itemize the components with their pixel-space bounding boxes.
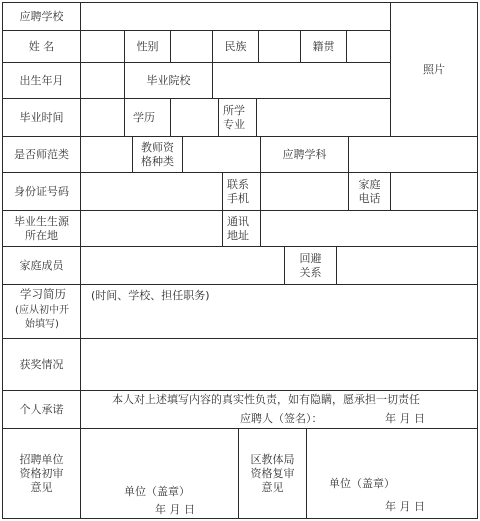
field-home-phone[interactable]	[390, 172, 478, 210]
label-major: 所学 专业	[218, 98, 256, 136]
field-id-no[interactable]	[80, 172, 222, 210]
label-resume-title: 学习简历	[20, 287, 66, 301]
unit-seal: 单位（盖章）	[124, 485, 190, 498]
field-normal[interactable]	[80, 136, 132, 172]
field-name[interactable]	[80, 30, 124, 62]
label-gender: 性别	[124, 30, 170, 62]
label-ethnicity: 民族	[212, 30, 258, 62]
field-family[interactable]	[80, 246, 284, 284]
field-grad-school[interactable]	[212, 62, 390, 98]
label-family: 家庭成员	[2, 246, 80, 284]
field-ethnicity[interactable]	[258, 30, 300, 62]
field-education[interactable]	[170, 98, 218, 136]
label-id-no: 身份证号码	[2, 172, 80, 210]
field-source[interactable]	[80, 210, 222, 246]
label-normal: 是否师范类	[2, 136, 80, 172]
label-cert-type: 教师资 格种类	[132, 136, 182, 172]
field-awards[interactable]	[80, 338, 478, 390]
label-bureau-review: 区教体局 资格复审 意见	[238, 428, 306, 519]
label-initial-review: 招聘单位 资格初审 意见	[2, 428, 80, 519]
bureau-date: 年 月 日	[385, 500, 425, 513]
label-subject: 应聘学科	[260, 136, 348, 172]
label-school: 应聘学校	[2, 2, 80, 30]
field-avoid[interactable]	[336, 246, 478, 284]
label-origin: 籍贯	[300, 30, 346, 62]
field-address[interactable]	[260, 210, 478, 246]
field-gender[interactable]	[170, 30, 212, 62]
field-resume[interactable]: (时间、学校、担任职务)	[80, 284, 478, 338]
field-major[interactable]	[256, 98, 390, 136]
label-photo: 照片	[390, 2, 478, 136]
field-mobile[interactable]	[260, 172, 348, 210]
label-avoid: 回避 关系	[284, 246, 336, 284]
field-birth[interactable]	[80, 62, 124, 98]
bureau-seal: 单位（盖章）	[329, 477, 395, 490]
label-source: 毕业生生源 所在地	[2, 210, 80, 246]
label-education: 学历	[124, 98, 170, 136]
review-date: 年 月 日	[155, 503, 195, 516]
label-address: 通讯 地址	[222, 210, 260, 246]
field-origin[interactable]	[346, 30, 390, 62]
field-school[interactable]	[80, 2, 390, 30]
pledge-text: 本人对上述填写内容的真实性负责，如有隐瞒，愿承担一切责任	[112, 393, 420, 406]
sign-date: 年 月 日	[385, 412, 425, 425]
label-mobile: 联系 手机	[222, 172, 260, 210]
label-birth: 出生年月	[2, 62, 80, 98]
label-home-phone: 家庭 电话	[348, 172, 390, 210]
field-subject[interactable]	[348, 136, 478, 172]
label-resume-note: (应从初中开 始填写)	[15, 305, 69, 330]
label-name: 姓 名	[2, 30, 80, 62]
applicant-sign: 应聘人（签名）：	[240, 412, 323, 425]
label-awards: 获奖情况	[2, 338, 80, 390]
label-pledge: 个人承诺	[2, 390, 80, 428]
label-grad-time: 毕业时间	[2, 98, 80, 136]
field-cert-type[interactable]	[182, 136, 260, 172]
label-grad-school: 毕业院校	[124, 62, 212, 98]
field-grad-time[interactable]	[80, 98, 124, 136]
